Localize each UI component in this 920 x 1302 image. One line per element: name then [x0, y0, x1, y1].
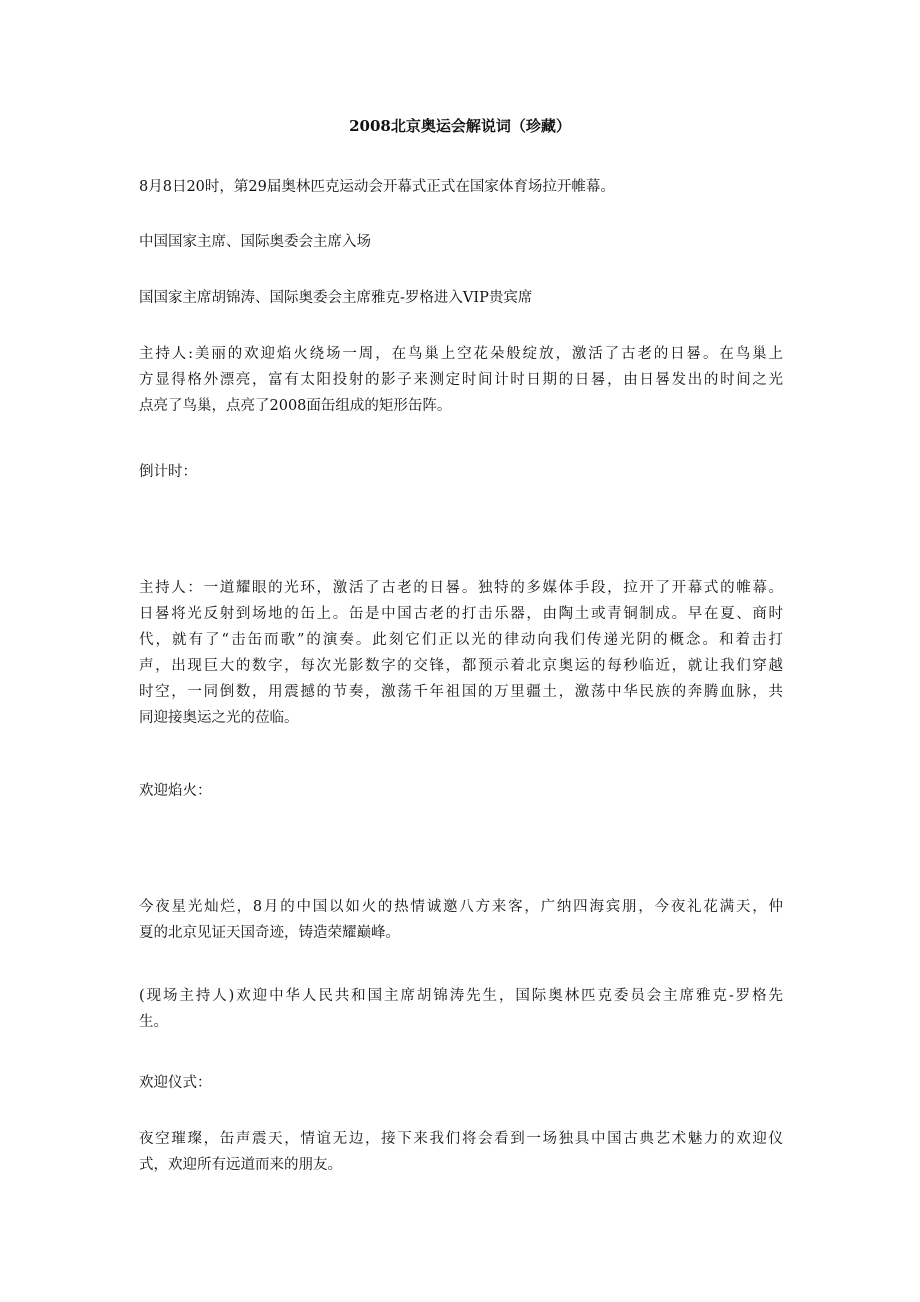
paragraph-ceremony-heading: [139, 1070, 783, 1096]
paragraph-entrance-heading: [139, 229, 783, 255]
paragraph-line: 国国家主席胡锦涛、国际奥委会主席雅克-罗格进入VIP贵宾席: [139, 290, 533, 306]
paragraph-line: 声，出现巨大的数字，每次光影数字的交锋，都预示着北京奥运的每秒临近，就让我们穿越: [139, 658, 783, 674]
document-title: 2008北京奥运会解说词（珍藏）: [349, 117, 571, 135]
paragraph-line: 日晷将光反射到场地的缶上。缶是中国古老的打击乐器，由陶土或青铜制成。早在夏、商时: [139, 606, 783, 622]
paragraph-fireworks-sundial: [139, 341, 783, 419]
paragraph-line: 8月8日20时，第29届奥林匹克运动会开幕式正式在国家体育场拉开帷幕。: [139, 179, 615, 195]
paragraph-countdown-heading: [139, 459, 783, 485]
paragraph-line: 倒计时：: [139, 464, 197, 480]
paragraph-countdown-narration: [139, 575, 783, 731]
paragraph-line: 点亮了鸟巢，点亮了2008面缶组成的矩形缶阵。: [139, 398, 452, 414]
paragraph-ceremony-narration: [139, 1126, 783, 1178]
paragraph-line: 生。: [139, 1014, 168, 1030]
paragraph-welcome-fireworks-heading: [139, 778, 783, 804]
paragraph-line: 同迎接奥运之光的莅临。: [139, 710, 299, 726]
paragraph-starry-night: [139, 894, 783, 946]
paragraph-line: 欢迎仪式：: [139, 1075, 212, 1091]
paragraph-line: 方显得格外漂亮，富有太阳投射的影子来测定时间计时日期的日晷，由日晷发出的时间之光: [139, 372, 783, 388]
paragraph-line: 今夜星光灿烂，8月的中国以如火的热情诚邀八方来客，广纳四海宾朋，今夜礼花满天，仲: [139, 899, 783, 915]
paragraph-line: 夏的北京见证天国奇迹，铸造荣耀巅峰。: [139, 925, 400, 941]
paragraph-line: 中国国家主席、国际奥委会主席入场: [139, 234, 371, 250]
paragraph-opening: [139, 174, 783, 200]
paragraph-vip-seating: [139, 285, 783, 311]
paragraph-line: 欢迎焰火：: [139, 783, 212, 799]
paragraph-line: 代，就有了“击缶而歌”的演奏。此刻它们正以光的律动向我们传递光阴的概念。和着击打: [139, 632, 783, 648]
paragraph-line: 夜空璀璨，缶声震天，情谊无边，接下来我们将会看到一场独具中国古典艺术魅力的欢迎仪: [139, 1131, 783, 1147]
paragraph-line: (现场主持人)欢迎中华人民共和国主席胡锦涛先生，国际奥林匹克委员会主席雅克-罗格先: [139, 988, 783, 1004]
paragraph-line: 时空，一同倒数，用震撼的节奏，激荡千年祖国的万里疆土，激荡中华民族的奔腾血脉，共: [139, 684, 783, 700]
paragraph-host-welcome: [139, 983, 783, 1035]
paragraph-line: 式，欢迎所有远道而来的朋友。: [139, 1157, 342, 1173]
paragraph-line: 主持人：一道耀眼的光环，激活了古老的日晷。独特的多媒体手段，拉开了开幕式的帷幕。: [139, 580, 783, 596]
paragraph-line: 主持人:美丽的欢迎焰火绕场一周，在鸟巢上空花朵般绽放，激活了古老的日晷。在鸟巢上: [139, 346, 783, 362]
